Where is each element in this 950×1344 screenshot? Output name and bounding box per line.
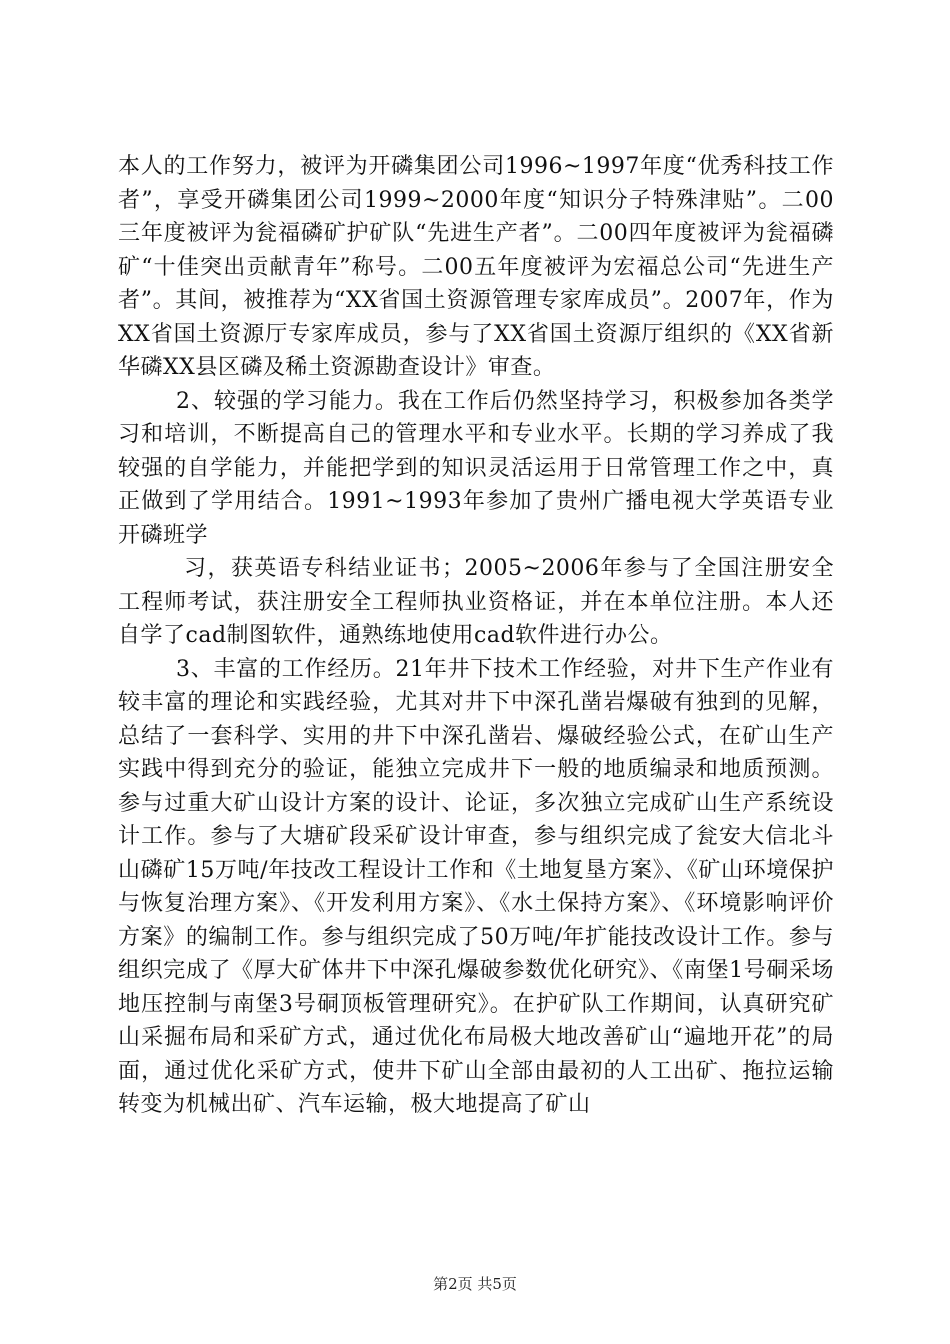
document-body (118, 150, 834, 1122)
paragraph-learning-continued: 习，获英语专科结业证书；2005~2006年参与了全国注册安全工程师考试，获注册安全工程师执业资格证，并在本单位注册。本人还自学了cad制图软件，通熟练地使用cad软件进行办公。 (118, 556, 834, 648)
paragraph-work-experience: 3、丰富的工作经历。21年井下技术工作经验，对井下生产作业有较丰富的理论和实践经验，尤其对井下中深孔凿岩爆破有独到的见解，总结了一套科学、实用的井下中深孔凿岩、爆破经验公式，在矿山生产实践中得到充分的验证，能独立完成井下一般的地质编录和地质预测。参与过重大矿山设计方案的设计、论证，多次独立完成矿山生产系统设计工作。参与了大塘矿段采矿设计审查，参与组织完成了瓮安大信北斗山磷矿15万吨/年技改工程设计工作和《土地复垦方案》、《矿山环境保护与恢复治理方案》、《开发利用方案》、《水土保持方案》、《环境影响评价方案》的编制工作。参与组织完成了50万吨/年扩能技改设计工作。参与组织完成了《厚大矿体井下中深孔爆破参数优化研究》、《南堡1号硐采场地压控制与南堡3号硐顶板管理研究》。在护矿队工作期间，认真研究矿山采掘布局和采矿方式，通过优化布局极大地改善矿山“遍地开花”的局面，通过优化采矿方式，使井下矿山全部由最初的人工出矿、拖拉运输转变为机械出矿、汽车运输，极大地提高了矿山 (118, 656, 834, 1117)
paragraph-learning-ability: 2、较强的学习能力。我在工作后仍然坚持学习，积极参加各类学习和培训，不断提高自己的管理水平和专业水平。长期的学习养成了我较强的自学能力，并能把学到的知识灵活运用于日常管理工作之中，真正做到了学用结合。1991~1993年参加了贵州广播电视大学英语专业开磷班学 (118, 388, 834, 548)
page-footer: 第2页 共5页 (433, 1275, 517, 1293)
paragraph-awards: 本人的工作努力，被评为开磷集团公司1996~1997年度“优秀科技工作者”，享受开磷集团公司1999~2000年度“知识分子特殊津贴”。二00三年度被评为瓮福磷矿护矿队“先进生产者”。二00四年度被评为瓮福磷矿“十佳突出贡献青年”称号。二00五年度被评为宏福总公司“先进生产者”。其间，被推荐为“XX省国土资源管理专家库成员”。2007年，作为XX省国土资源厅专家库成员，参与了XX省国土资源厅组织的《XX省新华磷XX县区磷及稀土资源勘查设计》审查。 (118, 154, 834, 380)
